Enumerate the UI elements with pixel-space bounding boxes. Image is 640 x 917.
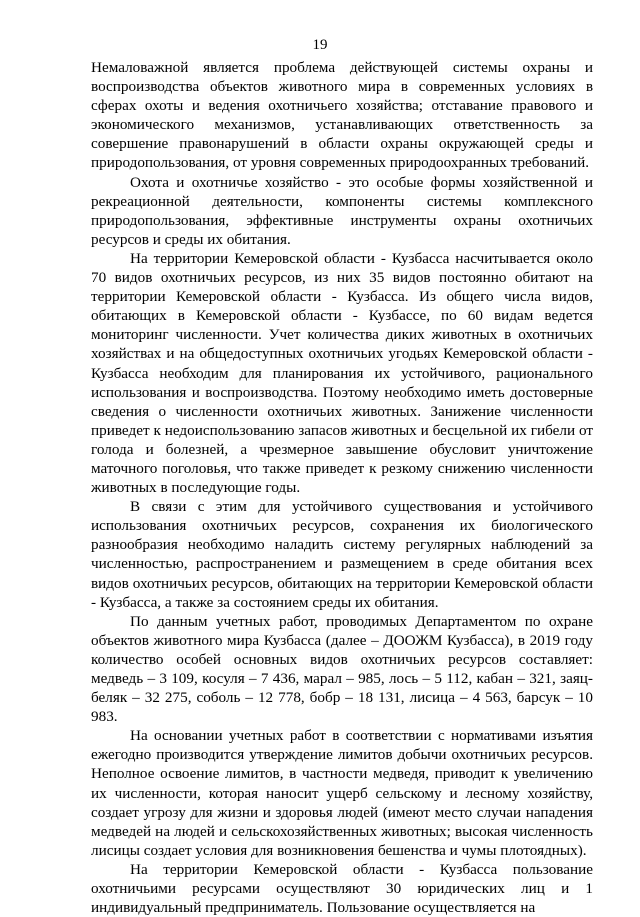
page-number: 19	[312, 37, 328, 53]
paragraph-resource-users: На территории Кемеровской области - Кузбасса пользование охотничьими ресурсами осуществляют 30 юридических лиц и 1 индивидуальный предприниматель. Пользование осуществляется на	[91, 860, 593, 917]
paragraph-observation-system: В связи с этим для устойчивого существования и устойчивого использования охотничьих ресурсов, сохранения их биологического разнообразия необходимо наладить систему регулярных наблюдений за численностью, распространением и размещением в среде обитания всех видов охотничьих ресурсов, обитающих на территории Кемеровской области - Кузбасса, а также за состоянием среды их обитания.	[91, 498, 593, 611]
paragraph-species-monitoring: На территории Кемеровской области - Кузбасса насчитывается около 70 видов охотничьих ресурсов, из них 35 видов постоянно обитают на территории Кемеровской области - Кузбасса. Из общего числа видов, обитающих в Кемеровской области - Кузбассе, по 60 видам ведется мониторинг численности. Учет количества диких животных в охотничьих хозяйствах и на общедоступных охотничьих угодьях Кемеровской области - Кузбасса необходим для планирования их устойчивого, рационального использования и воспроизводства. Поэтому необходимо иметь достоверные сведения о численности охотничьих животных. Занижение численности приведет к недоиспользованию запасов животных и бесцельной их гибели от голода и болезней, а чрезмерное завышение обусловит уничтожение маточного поголовья, что также приведет к резкому снижению численности животных в последующие годы.	[91, 249, 593, 497]
paragraph-harvest-limits: На основании учетных работ в соответствии с нормативами изъятия ежегодно производится утверждение лимитов добычи охотничьих ресурсов. Неполное освоение лимитов, в частности медведя, приводит к увеличению их численности, которая наносит ущерб сельскому и лесному хозяйству, создает угрозу для жизни и здоровья людей (имеют место случаи нападения медведей на людей и сельскохозяйственных животных; высокая численность лисицы создает условия для возникновения бешенства и чумы плотоядных).	[91, 727, 593, 859]
paragraph-protection-problem: Немаловажной является проблема действующей системы охраны и воспроизводства объектов животного мира в современных условиях в сферах охоты и ведения охотничьего хозяйства; отставание правового и экономического механизмов, устанавливающих ответственность за совершение правонарушений в области охраны окружающей среды и природопользования, от уровня современных природоохранных требований.	[91, 59, 593, 172]
paragraph-hunting-forms: Охота и охотничье хозяйство - это особые формы хозяйственной и рекреационной деятельности, компоненты системы комплексного природопользования, эффективные инструменты охраны охотничьих ресурсов и среды их обитания.	[91, 173, 593, 248]
body-text	[91, 58, 593, 917]
paragraph-census-data: По данным учетных работ, проводимых Департаментом по охране объектов животного мира Кузбасса (далее – ДООЖМ Кузбасса), в 2019 году количество особей основных видов охотничьих ресурсов составляет: медведь – 3 109, косуля – 7 436, марал – 985, лось – 5 112, кабан – 321, заяц-беляк – 32 275, соболь – 12 778, бобр – 18 131, лисица – 4 563, барсук – 10 983.	[91, 612, 593, 726]
